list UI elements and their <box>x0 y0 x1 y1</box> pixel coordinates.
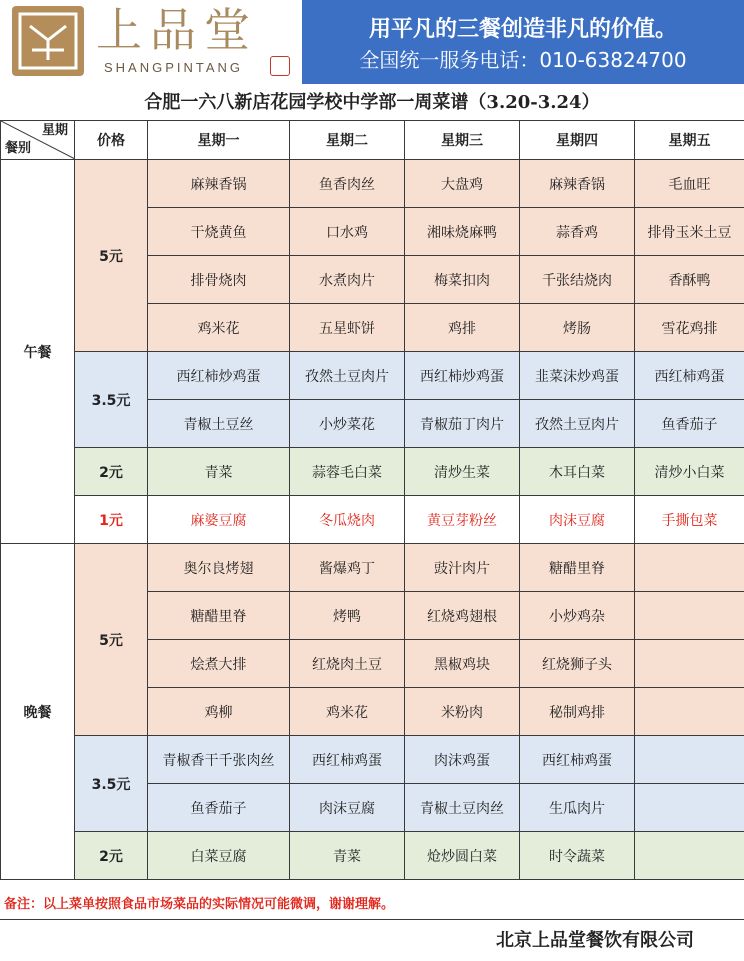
dish-cell: 小炒鸡杂 <box>520 592 635 640</box>
dish-cell: 蒜蓉毛白菜 <box>290 448 405 496</box>
dish-cell: 鸡米花 <box>148 304 290 352</box>
dish-cell: 黑椒鸡块 <box>405 640 520 688</box>
dish-cell: 酱爆鸡丁 <box>290 544 405 592</box>
price-cell: 3.5元 <box>75 352 148 448</box>
corner-cell <box>1 121 75 160</box>
dish-cell: 鱼香茄子 <box>148 784 290 832</box>
table-header-row <box>1 121 744 160</box>
dish-cell: 青椒土豆肉丝 <box>405 784 520 832</box>
dish-cell: 木耳白菜 <box>520 448 635 496</box>
dish-cell: 清炒小白菜 <box>635 448 744 496</box>
dish-cell: 水煮肉片 <box>290 256 405 304</box>
dish-cell: 梅菜扣肉 <box>405 256 520 304</box>
price-header: 价格 <box>75 121 148 160</box>
meal-label-dinner: 晚餐 <box>1 544 75 880</box>
service-hotline: 全国统一服务电话：010-63824700 <box>302 44 744 73</box>
dish-cell: 手撕包菜 <box>635 496 744 544</box>
day-header: 星期四 <box>520 121 635 160</box>
dish-cell: 奥尔良烤翅 <box>148 544 290 592</box>
dish-cell: 毛血旺 <box>635 160 744 208</box>
dish-cell: 冬瓜烧肉 <box>290 496 405 544</box>
table-row <box>1 544 744 592</box>
dish-cell: 红烧鸡翅根 <box>405 592 520 640</box>
dish-cell: 烩煮大排 <box>148 640 290 688</box>
logo-emblem-icon <box>12 6 84 76</box>
meal-label-lunch: 午餐 <box>1 160 75 544</box>
dish-cell: 肉沫豆腐 <box>520 496 635 544</box>
dish-cell: 孜然土豆肉片 <box>290 352 405 400</box>
table-row <box>1 832 744 880</box>
footnote: 备注：以上菜单按照食品市场菜品的实际情况可能微调，谢谢理解。 <box>0 890 744 920</box>
dish-cell: 烤肠 <box>520 304 635 352</box>
logo <box>0 0 302 84</box>
dish-cell: 韭菜沫炒鸡蛋 <box>520 352 635 400</box>
dish-cell: 青椒土豆丝 <box>148 400 290 448</box>
dish-cell: 秘制鸡排 <box>520 688 635 736</box>
dish-cell: 青菜 <box>290 832 405 880</box>
day-header: 星期二 <box>290 121 405 160</box>
dish-cell: 肉沫鸡蛋 <box>405 736 520 784</box>
dish-cell: 五星虾饼 <box>290 304 405 352</box>
dish-cell: 大盘鸡 <box>405 160 520 208</box>
header <box>0 0 744 84</box>
day-header: 星期一 <box>148 121 290 160</box>
dish-cell: 白菜豆腐 <box>148 832 290 880</box>
slogan: 用平凡的三餐创造非凡的价值。 <box>302 12 744 43</box>
seal-icon <box>270 56 290 76</box>
dish-cell: 孜然土豆肉片 <box>520 400 635 448</box>
corner-weekday-label: 星期 <box>42 123 68 139</box>
page-title: 合肥一六八新店花园学校中学部一周菜谱（3.20-3.24） <box>0 86 744 120</box>
dish-cell <box>635 832 744 880</box>
day-header: 星期五 <box>635 121 744 160</box>
dish-cell: 时令蔬菜 <box>520 832 635 880</box>
logo-chinese-name: 上品堂 <box>96 2 258 58</box>
dish-cell: 西红柿鸡蛋 <box>290 736 405 784</box>
price-cell: 5元 <box>75 160 148 352</box>
dish-cell: 炝炒圆白菜 <box>405 832 520 880</box>
dish-cell <box>635 544 744 592</box>
table-row <box>1 352 744 400</box>
dish-cell: 鸡柳 <box>148 688 290 736</box>
day-header: 星期三 <box>405 121 520 160</box>
dish-cell <box>635 688 744 736</box>
dish-cell: 排骨玉米土豆 <box>635 208 744 256</box>
dish-cell: 糖醋里脊 <box>520 544 635 592</box>
corner-meal-label: 餐别 <box>5 141 31 157</box>
dish-cell: 清炒生菜 <box>405 448 520 496</box>
dish-cell <box>635 784 744 832</box>
dish-cell: 鱼香茄子 <box>635 400 744 448</box>
dish-cell: 麻辣香锅 <box>520 160 635 208</box>
dish-cell: 西红柿鸡蛋 <box>635 352 744 400</box>
dish-cell: 雪花鸡排 <box>635 304 744 352</box>
company-name: 北京上品堂餐饮有限公司 <box>0 921 744 954</box>
dish-cell: 烤鸭 <box>290 592 405 640</box>
dish-cell: 豉汁肉片 <box>405 544 520 592</box>
dish-cell: 黄豆芽粉丝 <box>405 496 520 544</box>
dish-cell: 千张结烧肉 <box>520 256 635 304</box>
dish-cell <box>635 640 744 688</box>
dish-cell: 香酥鸭 <box>635 256 744 304</box>
dish-cell: 干烧黄鱼 <box>148 208 290 256</box>
weekly-menu-table <box>0 120 744 880</box>
logo-english-name: SHANGPINTANG <box>104 60 243 75</box>
dish-cell: 青菜 <box>148 448 290 496</box>
price-cell: 1元 <box>75 496 148 544</box>
dish-cell: 鸡排 <box>405 304 520 352</box>
dish-cell: 西红柿炒鸡蛋 <box>405 352 520 400</box>
dish-cell <box>635 592 744 640</box>
dish-cell: 生瓜肉片 <box>520 784 635 832</box>
dish-cell: 青椒香干千张肉丝 <box>148 736 290 784</box>
dish-cell: 鸡米花 <box>290 688 405 736</box>
dish-cell: 麻婆豆腐 <box>148 496 290 544</box>
price-cell: 5元 <box>75 544 148 736</box>
table-row <box>1 736 744 784</box>
dish-cell: 蒜香鸡 <box>520 208 635 256</box>
price-cell: 2元 <box>75 448 148 496</box>
dish-cell: 小炒菜花 <box>290 400 405 448</box>
dish-cell: 红烧肉土豆 <box>290 640 405 688</box>
dish-cell: 米粉肉 <box>405 688 520 736</box>
slogan-banner <box>302 0 744 84</box>
dish-cell: 糖醋里脊 <box>148 592 290 640</box>
dish-cell: 排骨烧肉 <box>148 256 290 304</box>
dish-cell: 口水鸡 <box>290 208 405 256</box>
dish-cell: 青椒茄丁肉片 <box>405 400 520 448</box>
dish-cell <box>635 736 744 784</box>
dish-cell: 湘味烧麻鸭 <box>405 208 520 256</box>
dish-cell: 西红柿炒鸡蛋 <box>148 352 290 400</box>
dish-cell: 麻辣香锅 <box>148 160 290 208</box>
price-cell: 3.5元 <box>75 736 148 832</box>
table-row <box>1 496 744 544</box>
price-cell: 2元 <box>75 832 148 880</box>
table-row <box>1 448 744 496</box>
table-row <box>1 160 744 208</box>
dish-cell: 红烧狮子头 <box>520 640 635 688</box>
dish-cell: 西红柿鸡蛋 <box>520 736 635 784</box>
dish-cell: 鱼香肉丝 <box>290 160 405 208</box>
dish-cell: 肉沫豆腐 <box>290 784 405 832</box>
